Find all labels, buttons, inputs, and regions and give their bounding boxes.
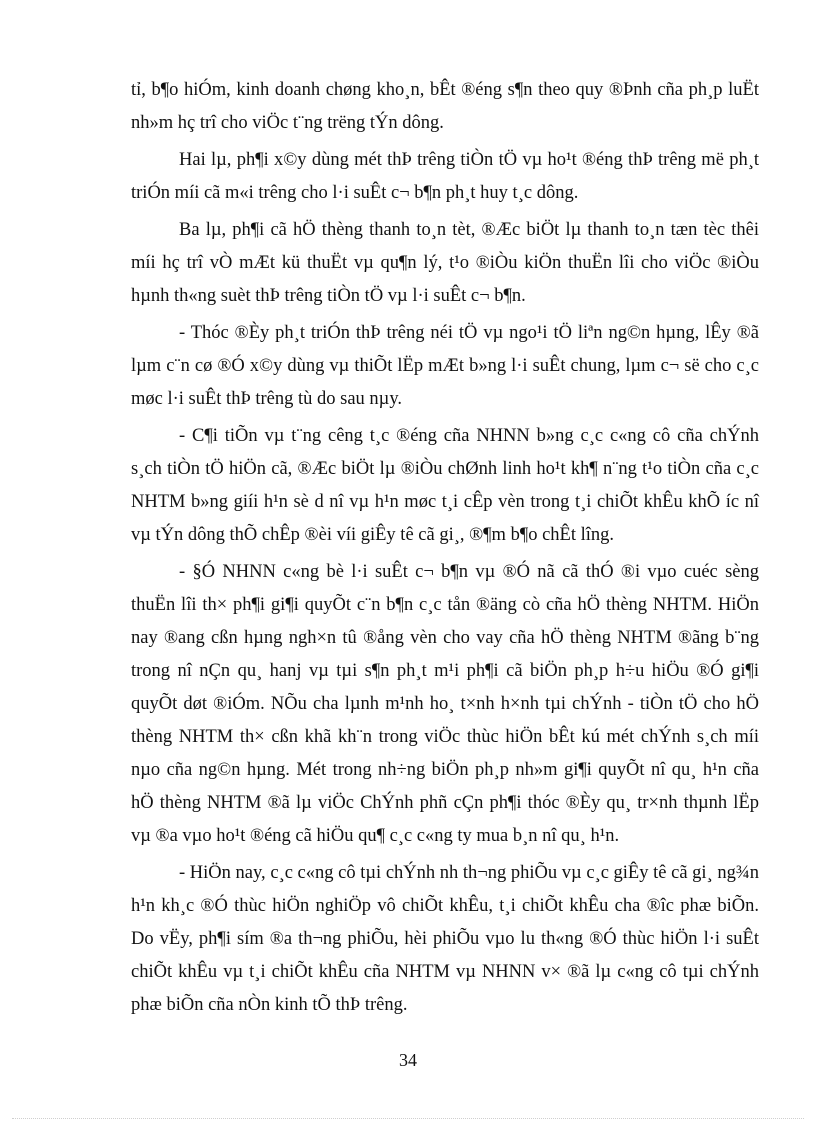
paragraph-7: - HiÖn nay, c¸c c«ng cô tµi chÝnh nh th¬ng phiÕu vµ c¸c giÊy tê cã gi¸ ng¾n h¹n kh¸c ®Ó thùc hiÖn nghiÖp vô chiÕt khÊu, t¸i chiÕt khÊu cha ®îc phæ biÕn. Do vËy, ph¶i sím ®a th¬ng phiÕu, hèi phiÕu vµo lu th«ng ®Ó thùc hiÖn l·i suÊt chiÕt khÊu vµ t¸i chiÕt khÊu cña NHTM vµ NHNN v× ®ã lµ c«ng cô tµi chÝnh phæ biÕn cña nÒn kinh tÕ thÞ trêng. [131, 863, 759, 1015]
paragraph-4: - Thóc ®Èy ph¸t triÓn thÞ trêng néi tÖ vµ ngo¹i tÖ liªn ng©n hµng, lÊy ®ã lµm c¨n cø ®Ó x©y dùng vµ thiÕt lËp mÆt b»ng l·i suÊt chung, lµm c¬ së cho c¸c møc l·i suÊt thÞ trêng tù do sau nµy. [131, 323, 759, 409]
paragraph-2: Hai lµ, ph¶i x©y dùng mét thÞ trêng tiÒn tÖ vµ ho¹t ®éng thÞ trêng më ph¸t triÓn míi cã m«i trêng cho l·i suÊt c¬ b¶n ph¸t huy t¸c dông. [131, 150, 759, 203]
paragraph-6: - §Ó NHNN c«ng bè l·i suÊt c¬ b¶n vµ ®Ó nã cã thÓ ®i vµo cuéc sèng thuËn lîi th× ph¶i gi¶i quyÕt c¨n b¶n c¸c tån ®äng cò cña hÖ thèng NHTM. HiÖn nay ®ang cßn hµng ngh×n tû ®ång vèn cho vay cña hÖ thèng NHTM ®ãng b¨ng trong nî nÇn qu¸ hanj vµ tµi s¶n ph¸t m¹i ph¶i cã biÖn ph¸p h÷u hiÖu ®Ó gi¶i quyÕt døt ®iÓm. NÕu cha lµnh m¹nh ho¸ t×nh h×nh tµi chÝnh - tiÒn tÖ cho hÖ thèng NHTM th× cßn khã kh¨n trong viÖc thùc hiÖn bÊt kú mét chÝnh s¸ch míi nµo cña ng©n hµng. Mét trong nh÷ng biÖn ph¸p nh»m gi¶i quyÕt nî qu¸ h¹n cña hÖ thèng NHTM ®ã lµ viÖc ChÝnh phñ cÇn ph¶i thóc ®Èy qu¸ tr×nh thµnh lËp vµ ®a vµo ho¹t ®éng cã hiÖu qu¶ c¸c c«ng ty mua b¸n nî qu¸ h¹n. [131, 562, 759, 846]
document-body [131, 74, 759, 1026]
paragraph-1: tỉ, b¶o hiÓm, kinh doanh chøng kho¸n, bÊt ®éng s¶n theo quy ®Þnh cña ph¸p luËt nh»m hç trî cho viÖc t¨ng trëng tÝn dông. [131, 80, 759, 133]
page-bottom-border [12, 1118, 804, 1119]
paragraph-3: Ba lµ, ph¶i cã hÖ thèng thanh to¸n tèt, ®Æc biÖt lµ thanh to¸n tæn tèc thêi míi hç trî vÒ mÆt kü thuËt vµ qu¶n lý, t¹o ®iÒu kiÖn thuËn lîi cho viÖc ®iÒu hµnh th«ng suèt thÞ trêng tiÒn tÖ vµ l·i suÊt c¬ b¶n. [131, 220, 759, 306]
page-number: 34 [399, 1050, 417, 1070]
paragraph-5: - C¶i tiÕn vµ t¨ng cêng t¸c ®éng cña NHNN b»ng c¸c c«ng cô cña chÝnh s¸ch tiÒn tÖ hiÖn cã, ®Æc biÖt lµ ®iÒu chØnh linh ho¹t kh¶ n¨ng t¹o tiÒn cña c¸c NHTM b»ng giíi h¹n sè d nî vµ h¹n møc t¸i cÊp vèn trong t¸i chiÕt khÊu khÕ íc nî vµ tÝn dông thÕ chÊp ®èi víi giÊy tê cã gi¸, ®¶m b¶o chÊt lîng. [131, 426, 759, 545]
